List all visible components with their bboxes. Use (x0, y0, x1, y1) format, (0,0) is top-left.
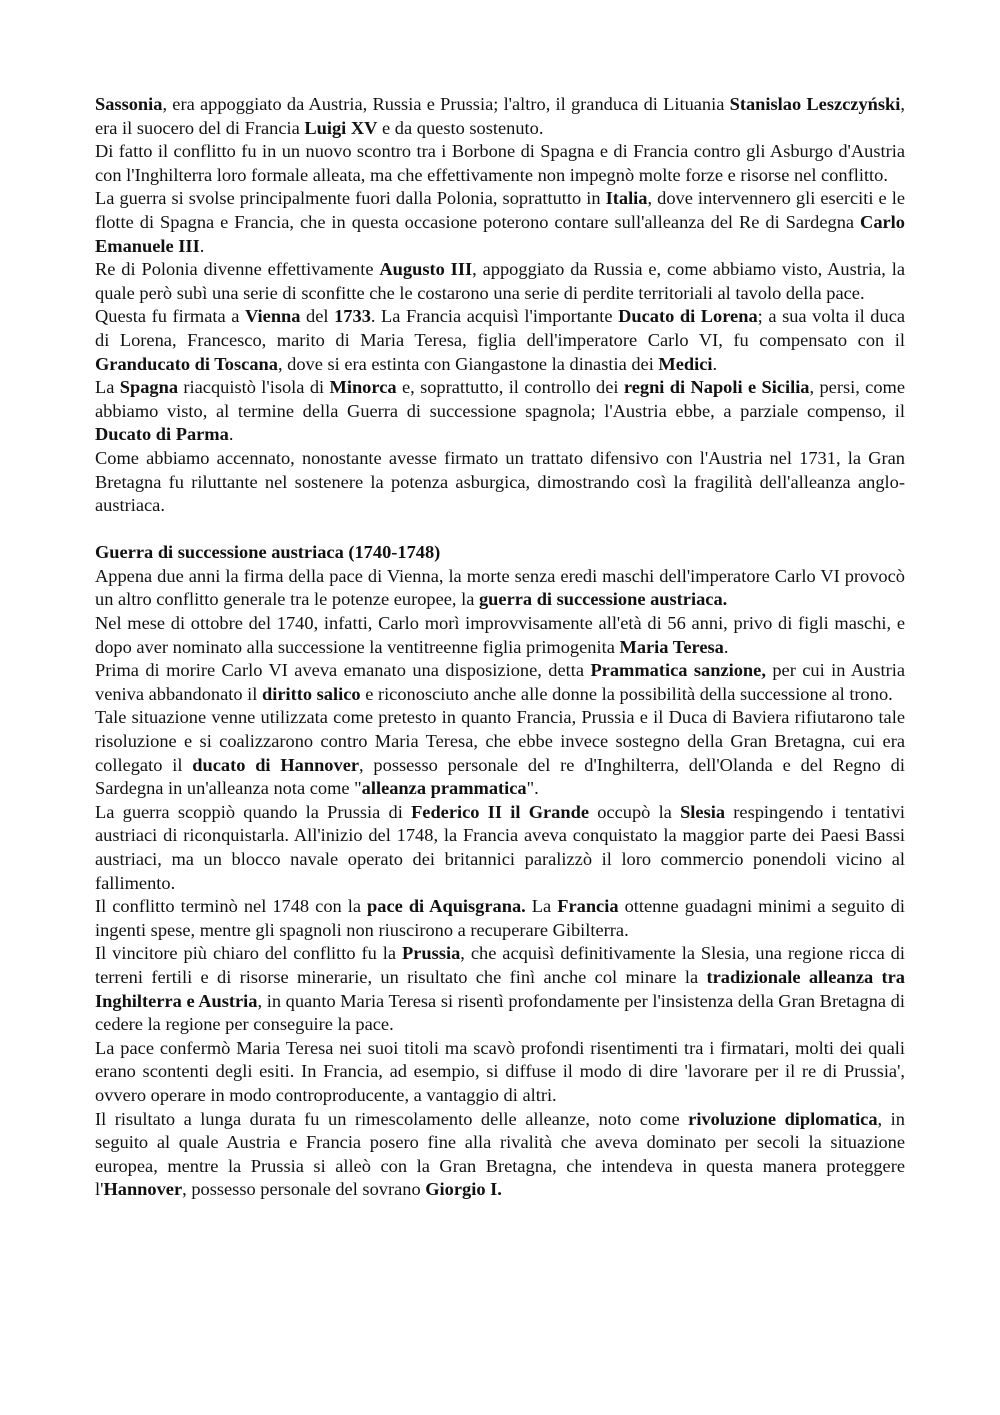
bold-text: diritto salico (262, 683, 361, 704)
text: , dove intervennero gli eserciti e le flotte di Spagna e Francia, che in questa occasione poterono contare sull'alleanza del Re di Sardegna (95, 188, 905, 232)
bold-text: Augusto III (379, 259, 473, 280)
text: Di fatto il conflitto fu in un nuovo scontro tra i Borbone di Spagna e di Francia contro gli Asburgo d'Austria con l'Inghilterra loro formale alleata, ma che effettivamente non impegnò molte forze e risorse nel conflitto. (95, 141, 905, 185)
bold-text: Francia (557, 896, 619, 917)
paragraph (95, 1108, 905, 1202)
bold-text: guerra di successione austriaca. (478, 589, 728, 610)
text: e riconosciuto anche alle donne la possibilità della successione al trono. (360, 683, 893, 704)
bold-text: 1733 (334, 306, 371, 327)
text: La (525, 896, 558, 917)
text: occupò la (589, 801, 681, 822)
text: ; a sua volta il duca di Lorena, Francesco, marito di Maria Teresa, figlia dell'imperatore Carlo VI, fu compensato con il (95, 306, 906, 350)
text: e da questo sostenuto. (377, 117, 544, 138)
paragraph (95, 1037, 905, 1108)
bold-text: Spagna (119, 377, 179, 398)
bold-text: Prussia (402, 943, 461, 964)
text: del (300, 306, 335, 327)
text: per cui in Austria veniva abbandonato il (95, 660, 905, 704)
paragraph (95, 187, 905, 258)
text: , era il suocero del di Francia (95, 94, 905, 138)
bold-text: Maria Teresa (619, 636, 724, 657)
text: , persi, come abbiamo visto, al termine della Guerra di successione spagnola; l'Austria ebbe, a parziale compenso, il (95, 377, 905, 421)
paragraph (95, 801, 905, 895)
text: , in quanto Maria Teresa si risentì profondamente per l'insistenza della Gran Bretagna di cedere la regione per conseguire la pace. (95, 990, 905, 1035)
bold-text: rivoluzione diplomatica (688, 1108, 878, 1129)
text: , possesso personale del re d'Inghilterra, dell'Olanda e del Regno di Sardegna in un'alleanza nota come " (95, 754, 905, 799)
paragraph (95, 895, 905, 942)
bold-text: Ducato di Parma (95, 424, 229, 445)
bold-text: Sassonia (95, 94, 163, 114)
bold-text: Minorca (329, 377, 397, 398)
text: Come abbiamo accennato, nonostante avesse firmato un trattato difensivo con l'Austria nel 1731, la Gran Bretagna fu riluttante nel sostenere la potenza asburgica, dimostrando così la fragilità dell'alleanza anglo-austriaca. (95, 447, 905, 516)
bold-text: alleanza prammatica (361, 778, 527, 799)
bold-text: Hannover (103, 1179, 183, 1200)
text: La pace confermò Maria Teresa nei suoi titoli ma scavò profondi risentimenti tra i firmatari, molti dei quali erano scontenti degli esiti. In Francia, ad esempio, si diffuse il modo di dire 'lavorare per il re di Prussia', ovvero operare in modo controproducente, a vantaggio di altri. (95, 1037, 905, 1105)
text: , in seguito al quale Austria e Francia posero fine alla rivalità che aveva dominato per secoli la situazione europea, mentre la Prussia si alleò con la Gran Bretagna, che intendeva in questa manera proteggere l' (95, 1108, 905, 1200)
bold-text: Luigi XV (304, 117, 378, 138)
text: , appoggiato da Russia e, come abbiamo visto, Austria, la quale però subì una serie di sconfitte che le costarono una serie di perdite territoriali al tavolo della pace. (95, 259, 906, 303)
section-heading (95, 541, 905, 565)
text: e, soprattutto, il controllo dei (396, 377, 624, 398)
bold-text: regni di Napoli e Sicilia (623, 377, 810, 398)
text: , dove si era estinta con Giangastone la dinastia dei (277, 353, 659, 374)
text: . La Francia acquisì l'importante (370, 306, 619, 327)
bold-text: Guerra di successione austriaca (1740-1748) (95, 542, 441, 563)
paragraph (95, 659, 905, 706)
paragraph (95, 447, 905, 518)
text: La guerra scoppiò quando la Prussia di (95, 801, 412, 822)
text: . (723, 636, 729, 657)
document-page (95, 93, 905, 1202)
text: Il vincitore più chiaro del conflitto fu la (95, 943, 403, 964)
paragraph (95, 258, 905, 305)
text: La (95, 377, 120, 398)
bold-text: Italia (605, 188, 648, 209)
text: Re di Polonia divenne effettivamente (95, 259, 380, 280)
paragraph (95, 140, 905, 187)
paragraph (95, 706, 905, 800)
text: Il conflitto terminò nel 1748 con la (95, 896, 368, 917)
text: Appena due anni la firma della pace di Vienna, la morte senza eredi maschi dell'imperatore Carlo VI provocò un altro conflitto generale tra le potenze europee, la (95, 565, 905, 610)
text: . (199, 235, 205, 256)
text: riacquistò l'isola di (178, 377, 330, 398)
bold-text: Stanislao Leszczyński (729, 94, 901, 114)
paragraph (95, 942, 905, 1036)
text: . (228, 424, 234, 445)
text: Prima di morire Carlo VI aveva emanato una disposizione, detta (95, 660, 591, 681)
text: ". (526, 778, 539, 799)
paragraph (95, 612, 905, 659)
text: Questa fu firmata a (95, 306, 245, 327)
text: , era appoggiato da Austria, Russia e Prussia; l'altro, il granduca di Lituania (162, 94, 730, 114)
text: Nel mese di ottobre del 1740, infatti, Carlo morì improvvisamente all'età di 56 anni, privo di figli maschi, e dopo aver nominato alla successione la ventitreenne figlia primogenita (95, 613, 905, 657)
text: respingendo i tentativi austriaci di riconquistarla. All'inizio del 1748, la Francia aveva conquistato la maggior parte dei Paesi Bassi austriaci, ma un blocco navale operato dei britannici paralizzò il loro commercio ponendoli vicino al fallimento. (95, 801, 906, 893)
bold-text: tradizionale alleanza tra Inghilterra e Austria (95, 966, 905, 1011)
bold-text: Slesia (680, 801, 726, 822)
bold-text: Ducato di Lorena (618, 306, 758, 327)
bold-text: Giorgio I. (425, 1179, 502, 1200)
bold-text: Carlo Emanuele III (95, 211, 905, 256)
bold-text: Federico II il Grande (411, 801, 589, 822)
bold-text: Granducato di Toscana (95, 353, 278, 374)
bold-text: Vienna (244, 306, 301, 327)
text: . (712, 353, 718, 374)
text: , possesso personale del sovrano (182, 1179, 426, 1200)
text: ottenne guadagni minimi a seguito di ingenti spese, mentre gli spagnoli non riuscirono a recuperare Gibilterra. (95, 896, 905, 940)
bold-text: Prammatica sanzione, (590, 660, 766, 681)
text: Tale situazione venne utilizzata come pretesto in quanto Francia, Prussia e il Duca di Baviera rifiutarono tale risoluzione e si coalizzarono contro Maria Teresa, che ebbe invece sostegno della Gran Bretagna, cui era collegato il (95, 707, 905, 775)
text: La guerra si svolse principalmente fuori dalla Polonia, soprattutto in (95, 188, 606, 209)
bold-text: ducato di Hannover (192, 754, 360, 775)
bold-text: Medici (658, 353, 713, 374)
paragraph (95, 93, 905, 140)
paragraph (95, 376, 905, 447)
paragraph (95, 305, 905, 376)
bold-text: pace di Aquisgrana. (367, 896, 526, 917)
text: Il risultato a lunga durata fu un rimescolamento delle alleanze, noto come (95, 1108, 689, 1129)
text: , che acquisì definitivamente la Slesia, una regione ricca di terreni fertili e di risorse minerarie, un risultato che finì anche col minare la (95, 943, 905, 987)
paragraph (95, 565, 905, 612)
